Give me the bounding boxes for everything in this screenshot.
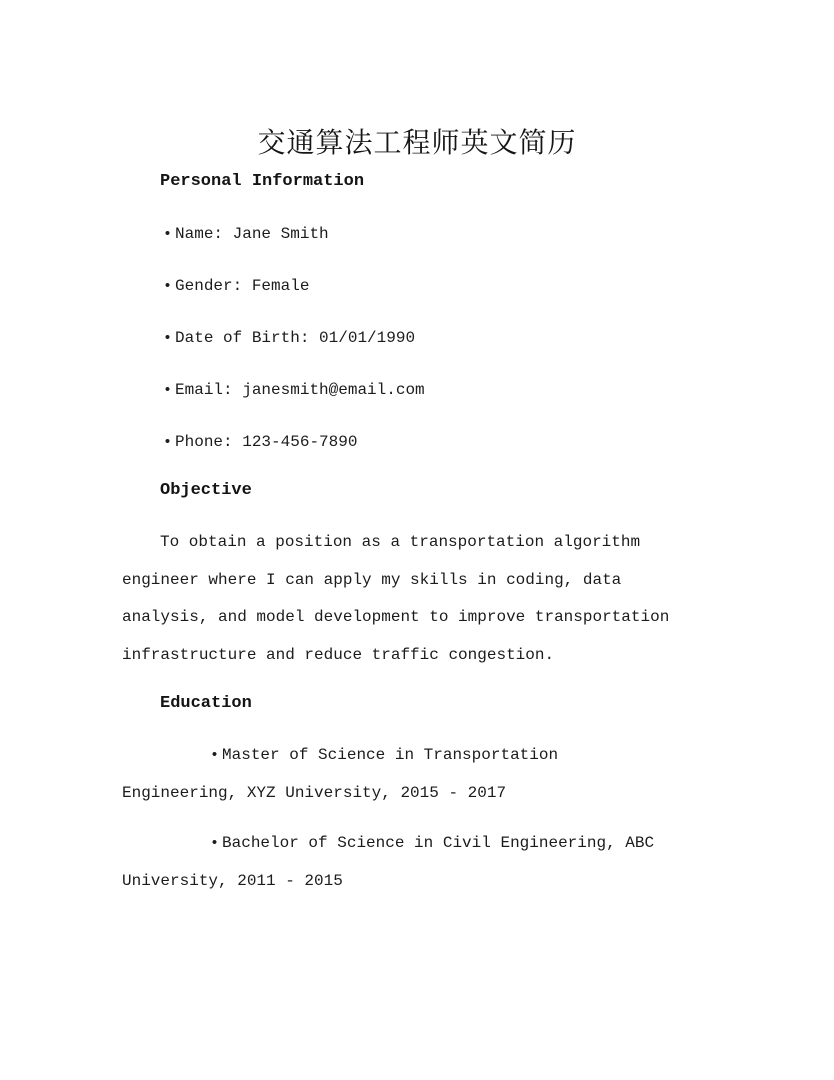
education-item-bachelor-text: Bachelor of Science in Civil Engineering, ABC University, 2011 - 2015 <box>122 834 655 890</box>
education-item-bachelor <box>122 825 682 900</box>
bullet-icon: • <box>163 382 173 399</box>
bullet-icon: • <box>210 835 220 852</box>
education-item-master <box>122 737 682 812</box>
list-item-name-text: Name: Jane Smith <box>175 225 329 243</box>
bullet-icon: • <box>163 434 173 451</box>
list-item-phone-text: Phone: 123-456-7890 <box>175 433 358 451</box>
list-item-email <box>122 371 682 410</box>
personal-info-list <box>122 215 682 462</box>
list-item-date-of-birth-text: Date of Birth: 01/01/1990 <box>175 329 416 347</box>
document-title: 交通算法工程师英文简历 <box>257 126 577 159</box>
bullet-icon: • <box>163 226 173 243</box>
resume-document-page <box>0 126 834 1080</box>
section-heading-personal-information: Personal Information <box>160 172 365 191</box>
bullet-icon: • <box>163 330 173 347</box>
list-item-gender-text: Gender: Female <box>175 277 310 295</box>
section-heading-education: Education <box>160 694 252 713</box>
objective-paragraph: To obtain a position as a transportation algorithm engineer where I can apply my skills in coding, data analysis, and model development to improve transportation infrastructure and reduce traffic congestion. <box>122 533 670 664</box>
section-heading-objective: Objective <box>160 481 252 500</box>
list-item-date-of-birth <box>122 319 682 358</box>
list-item-name <box>122 215 682 254</box>
list-item-email-text: Email: janesmith@email.com <box>175 381 425 399</box>
list-item-phone <box>122 423 682 462</box>
education-item-master-text: Master of Science in Transportation Engineering, XYZ University, 2015 - 2017 <box>122 746 559 802</box>
list-item-gender <box>122 267 682 306</box>
bullet-icon: • <box>163 278 173 295</box>
bullet-icon: • <box>210 747 220 764</box>
